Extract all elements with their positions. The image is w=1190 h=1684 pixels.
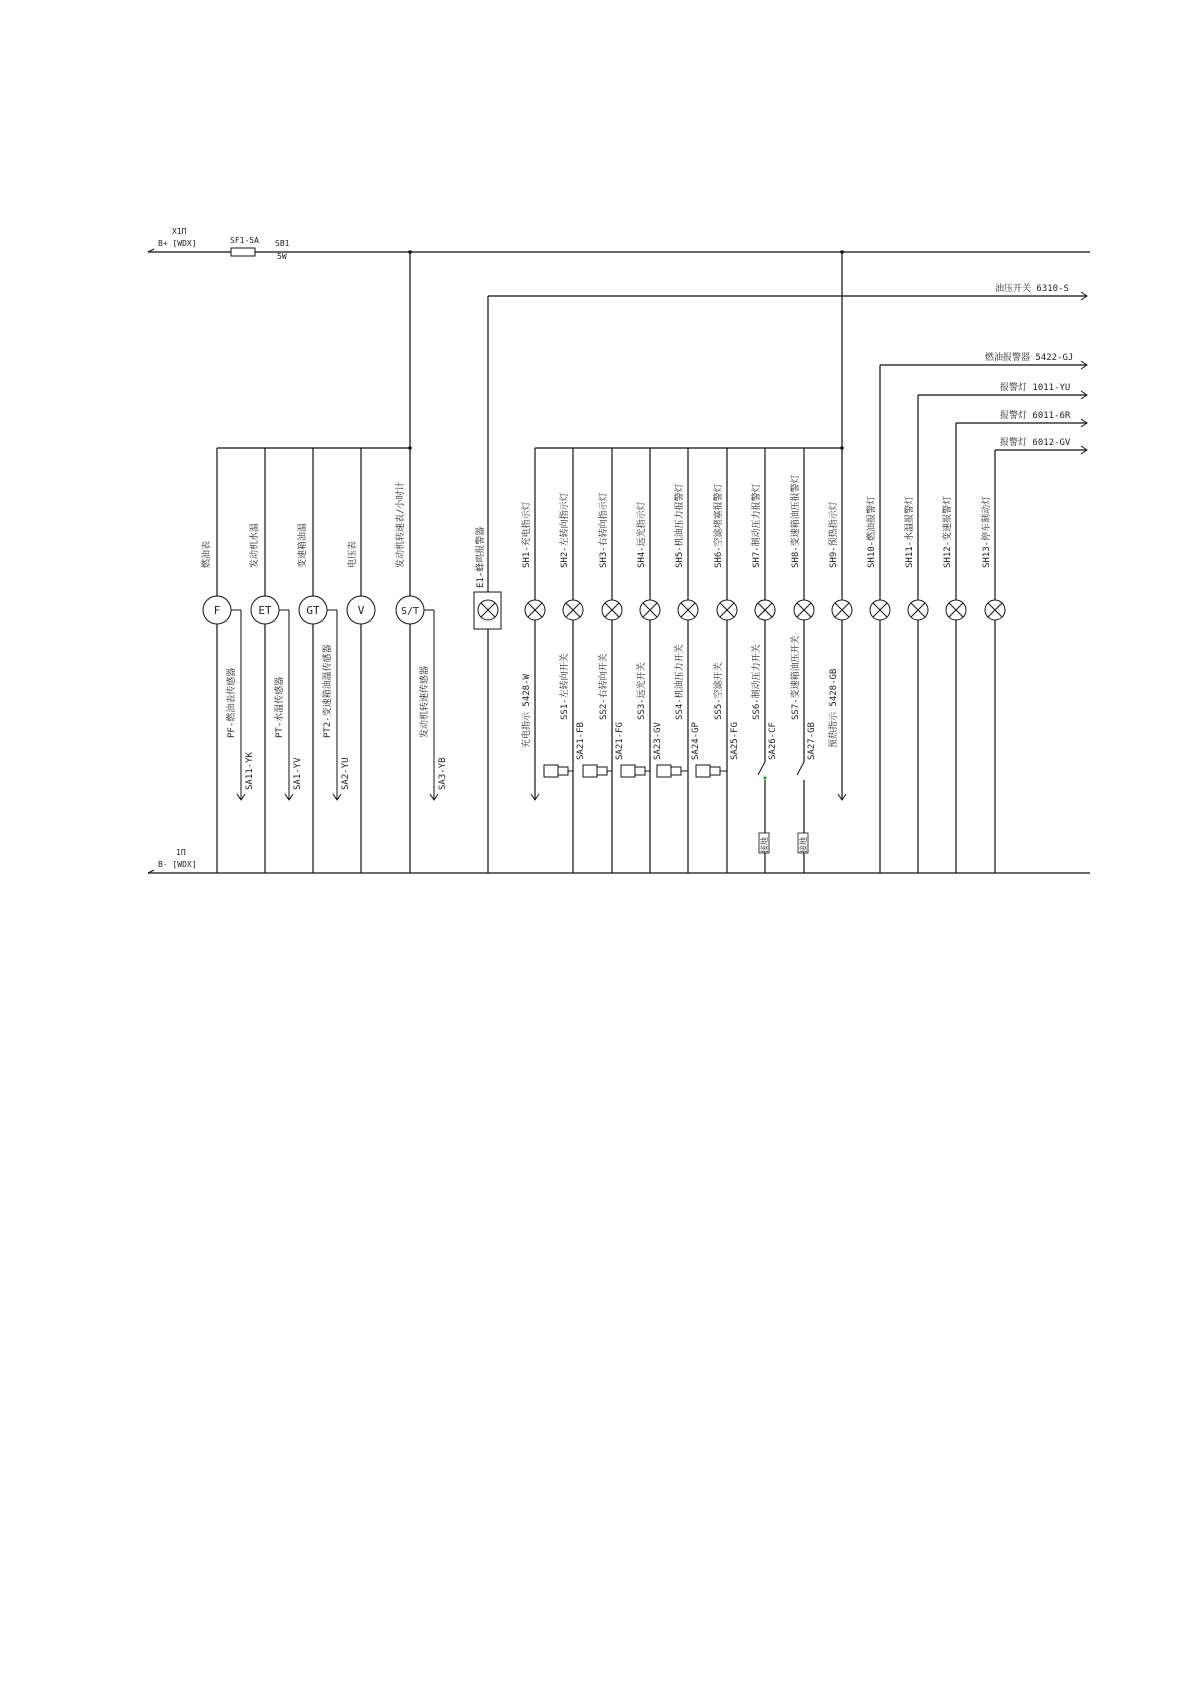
outgoing-label-alarm-3: 报警灯 6012-GV (1000, 438, 1071, 448)
lamp-top-label: SH3-右转向指示灯 (599, 492, 609, 568)
lamp-top-label: SH10-燃油报警灯 (867, 495, 877, 568)
lamp-top-label: SH5-机油压力报警灯 (675, 483, 685, 568)
meter-top-label: 发动机转速表/小时计 (396, 481, 406, 568)
meter-symbol: S/T (400, 606, 420, 617)
indicator-lamp-left-turn (544, 448, 586, 873)
outgoing-label-alarm-2: 报警灯 6011-6R (1000, 411, 1071, 421)
indicator-lamp-gearbox-pressure (789, 448, 817, 873)
lamp-switch-label: SA24-GP (691, 722, 701, 760)
switch-symbol (621, 765, 635, 777)
lamp-switch-label: SA21-FB (576, 722, 586, 760)
outgoing-labels (985, 282, 1087, 454)
indicator-lamp-oil-pressure (657, 448, 701, 873)
lamp-switch-label: SA25-FG (730, 722, 740, 760)
breaker-label: SB1 (275, 239, 290, 248)
junction-dots (408, 250, 844, 450)
meter-engine-temp (248, 448, 303, 873)
meter-sensor-label: PT-水温传感器 (275, 676, 285, 738)
indicator-lamp-water-temp-alarm (903, 496, 928, 620)
top-bus (148, 227, 1090, 261)
meter-wire-label: SA2-YU (341, 757, 351, 790)
lamp-switch-label: SA27-GB (807, 722, 817, 760)
indicator-lamp-charge (520, 448, 545, 800)
top-bus-label: B+ [WDX] (158, 239, 197, 248)
meter-top-label: 电压表 (348, 540, 358, 568)
indicator-lamp-brake-pressure (750, 448, 778, 873)
breaker-sub-label: 5W (277, 252, 287, 261)
meter-symbol: GT (306, 604, 320, 617)
lamp-top-label: SH11-水温报警灯 (905, 495, 915, 568)
switch-contact (758, 762, 765, 775)
lamp-switch-label: SA23-GV (653, 722, 663, 760)
indicator-lamp-air-filter (696, 448, 740, 873)
lamp-bottom-label: 充电指示 5428-W (522, 674, 532, 748)
lamp-switch-label: SA21-FG (615, 722, 625, 760)
fuse-label: SF1-5A (230, 236, 259, 245)
meter-top-label: 发动机水温 (250, 522, 260, 568)
lamp-bottom-label: SS6-制动压力开关 (752, 644, 762, 720)
outgoing-label-oil-switch: 油压开关 6310-S (995, 284, 1069, 294)
meter-tachometer (394, 448, 448, 873)
outgoing-label-fuel-alarm: 燃油报警器 5422-GJ (985, 353, 1074, 363)
lamp-bottom-label: SS1-左转向开关 (560, 653, 570, 720)
switch-symbol (696, 765, 710, 777)
switch-symbol (583, 765, 597, 777)
switch-symbol (544, 765, 558, 777)
lamp-bottom-label: 预热指示 5428-GB (829, 668, 839, 748)
top-bus-terminal: X1П (172, 227, 187, 236)
meter-sensor-label: 发动机转速传感器 (420, 665, 430, 738)
meter-gearbox-temp (296, 448, 351, 873)
switch-contact (797, 762, 804, 775)
lamp-bottom-label: SS4-机油压力开关 (675, 644, 685, 720)
indicator-lamp-preheat (827, 448, 852, 800)
buzzer-label: E1-蜂鸣报警器 (476, 526, 486, 588)
meter-symbol: F (213, 604, 221, 617)
meter-top-label: 变速箱油温 (298, 522, 308, 568)
meter-wire-label: SA3-YB (438, 757, 448, 790)
meter-top-label: 燃油表 (202, 540, 212, 568)
fuse-symbol (231, 248, 255, 256)
lamp-top-label: SH12-变速报警灯 (943, 495, 953, 568)
meter-sensor-label: PT2-变速箱油温传感器 (323, 644, 333, 738)
ground-dot (763, 776, 766, 779)
outgoing-label-alarm-1: 报警灯 1011-YU (1000, 383, 1071, 393)
meter-wire-label: SA1-YV (293, 757, 303, 790)
indicator-lamp-right-turn (583, 448, 625, 873)
meter-sensor-label: PF-燃油表传感器 (227, 667, 237, 738)
bottom-bus-label: B- [WDX] (158, 860, 197, 869)
lamp-top-label: SH1-充电指示灯 (522, 501, 532, 568)
meter-wire-label: SA11-YK (245, 752, 255, 790)
meter-fuel-gauge (200, 448, 255, 873)
lamp-top-label: SH7-制动压力报警灯 (752, 483, 762, 568)
lamp-top-label: SH8-变速箱油压报警灯 (791, 474, 801, 568)
lamp-top-label: SH13-停车制动灯 (982, 495, 992, 568)
lamp-bottom-label: SS3-远光开关 (637, 662, 647, 720)
lamp-top-label: SH9-预热指示灯 (829, 501, 839, 568)
ground-mark-label: 接地 (760, 837, 769, 853)
bottom-bus (148, 848, 1090, 873)
indicator-lamp-fuel-alarm (865, 496, 890, 620)
lamp-bottom-label: SS5-空滤开关 (714, 662, 724, 720)
ground-mark-label: 接地 (799, 837, 808, 853)
lamp-top-label: SH6-空滤堵塞报警灯 (714, 483, 724, 568)
indicator-lamp-high-beam (621, 448, 663, 873)
lamp-top-label: SH2-左转向指示灯 (560, 492, 570, 568)
indicator-lamp-gear-alarm (941, 496, 966, 620)
indicator-lamp-parking-brake (980, 496, 1005, 620)
meter-symbol: ET (258, 604, 272, 617)
bottom-bus-terminal: 1П (176, 848, 186, 857)
lamp-bottom-label: SS2-右转向开关 (599, 653, 609, 720)
lamp-top-label: SH4-远光指示灯 (637, 501, 647, 568)
switch-symbol (657, 765, 671, 777)
lamp-bottom-label: SS7-变速箱油压开关 (791, 635, 801, 720)
lamp-switch-label: SA26-CF (768, 722, 778, 760)
meter-symbol: V (357, 604, 365, 617)
meter-voltmeter (346, 448, 375, 873)
